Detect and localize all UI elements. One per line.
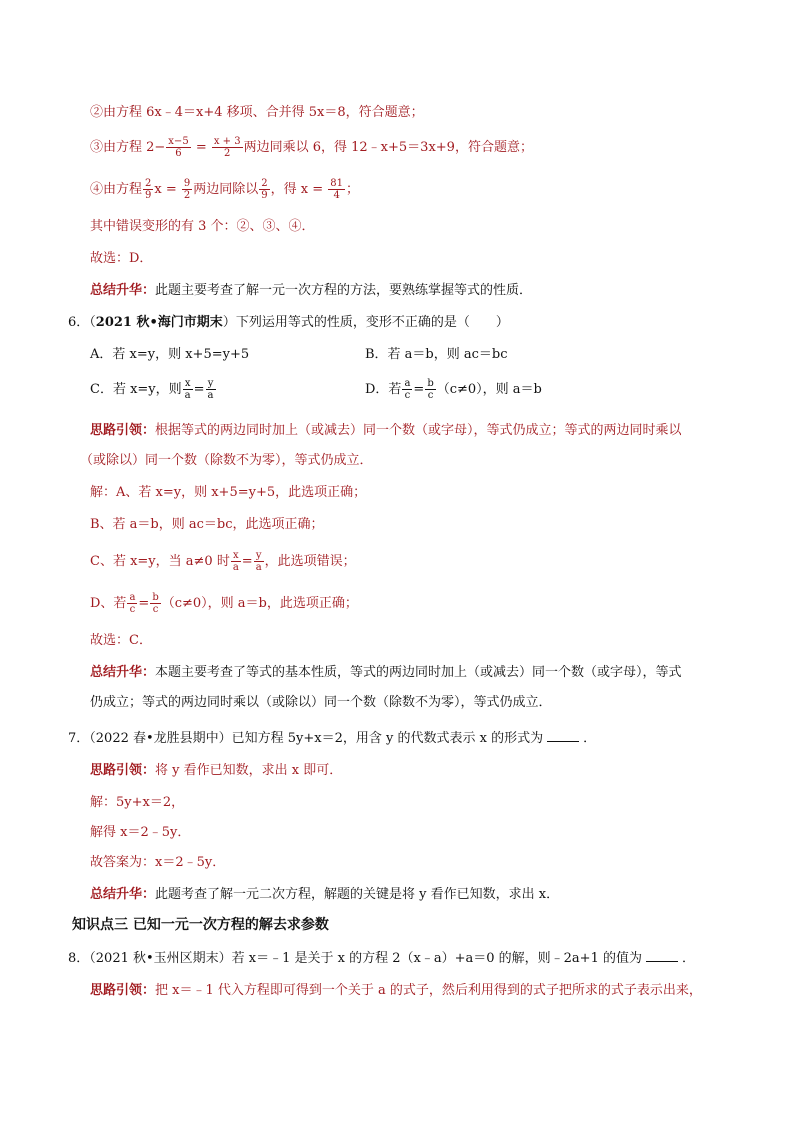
step-text: ③由方程 2−: [90, 140, 166, 155]
question-6-summary-cont: 仍成立；等式的两边同时乘以（或除以）同一个数（除数不为零），等式仍成立．: [90, 695, 552, 710]
step-text: 两边同除以: [193, 182, 259, 197]
summary-heading: 总结升华：: [90, 887, 156, 902]
question-7-solution-1: 解：5y+x＝2，: [90, 795, 185, 810]
hint-heading: 思路引领：: [90, 423, 156, 438]
option-b: B．若 a＝b，则 ac＝bc: [365, 347, 508, 362]
question-7-hint: 思路引领：将 y 看作已知数，求出 x 即可．: [90, 763, 343, 778]
question-7-solution-2: 解得 x＝2﹣5y．: [90, 825, 191, 840]
solution-step-2: [90, 102, 424, 124]
solution-conclusion: 其中错误变形的有 3 个：②、③、④．: [90, 219, 315, 234]
hint-heading: 思路引领：: [90, 983, 156, 998]
step-text: ②由方程 6x﹣4＝x+4 移项、合并得 5x＝8，符合题意；: [90, 105, 424, 120]
step-text: 两边同乘以 6，得 12﹣x+5＝3x+9，符合题意；: [243, 140, 533, 155]
question-6-solution-d: D、若 $\frac{a}{c}$ = $\frac{b}{c}$ （c≠0），则 a＝b，此选项正确；: [90, 592, 358, 615]
question-7-answer: 故答案为：x＝2﹣5y．: [90, 855, 226, 870]
equals-sign: =: [191, 140, 211, 155]
question-6-hint: 思路引领：根据等式的两边同时加上（或减去）同一个数（或字母），等式仍成立；等式的两边同时乘以: [90, 423, 682, 438]
summary-line: [90, 280, 532, 302]
fraction: $\frac{81}{4}$: [330, 178, 344, 201]
question-8-stem: 8．（2021 秋•玉州区期末）若 x＝﹣1 是关于 x 的方程 2（x﹣a）+a＝0 的解，则﹣2a+1 的值为 ．: [68, 951, 695, 966]
question-8-hint: 思路引领：把 x＝﹣1 代入方程即可得到一个关于 a 的式子，然后利用得到的式子把所求的式子表示出来，: [90, 983, 702, 998]
question-6-summary: 总结升华：本题主要考查了等式的基本性质，等式的两边同时加上（或减去）同一个数（或字母），等式: [90, 665, 682, 680]
summary-heading: 总结升华：: [90, 665, 156, 680]
summary-text: 此题主要考查了解一元一次方程的方法，要熟练掌握等式的性质．: [155, 283, 533, 298]
step-text: ；: [346, 182, 360, 197]
question-6-options-row1: [90, 344, 508, 366]
step-text: ④由方程: [90, 182, 143, 197]
summary-heading: 总结升华：: [90, 283, 156, 298]
hint-heading: 思路引领：: [90, 763, 156, 778]
solution-step-4: [90, 178, 359, 201]
section-heading: 知识点三 已知一元一次方程的解去求参数: [72, 917, 329, 933]
source-tag: 2021 秋•海门市期末: [95, 315, 223, 330]
step-text: ，得 x =: [270, 182, 328, 197]
option-c: C．若 x=y，则 $\frac{x}{a}$ = $\frac{y}{a}$: [90, 378, 214, 401]
question-6-solution-c: C、若 x=y，当 a≠0 时 $\frac{x}{a}$ = $\frac{y}{a}$ ，此选项错误；: [90, 550, 356, 573]
solution-step-3: [90, 136, 533, 159]
option-a: A．若 x=y，则 x+5=y+5: [90, 347, 250, 362]
fraction: $\frac{2}{9}$: [145, 178, 152, 201]
step-text: x =: [154, 182, 181, 197]
question-6-options-row2: [90, 378, 542, 401]
fraction: $\frac{9}{2}$: [183, 178, 191, 201]
question-6-solution-a: 解：A、若 x=y，则 x+5=y+5，此选项正确；: [90, 485, 367, 500]
question-7-stem: 7．（2022 春•龙胜县期中）已知方程 5y+x＝2，用含 y 的代数式表示 x 的形式为 ．: [68, 731, 597, 746]
fraction: $\frac{x-5}{6}$: [168, 136, 189, 159]
question-6-solution-b: B、若 a＝b，则 ac＝bc，此选项正确；: [90, 517, 324, 532]
question-6-answer: 故选：C．: [90, 633, 152, 648]
answer-line: 故选：D．: [90, 251, 153, 266]
option-d: D．若 $\frac{a}{c}$ = $\frac{b}{c}$ （c≠0），则 a＝b: [365, 378, 542, 401]
question-6-hint-cont: （或除以）同一个数（除数不为零），等式仍成立．: [80, 453, 373, 468]
answer-blank: [547, 729, 579, 742]
answer-blank: [646, 949, 678, 962]
fraction: $\frac{x + 3}{2}$: [213, 136, 241, 159]
question-7-summary: 总结升华：此题考查了解一元二次方程，解题的关键是将 y 看作已知数，求出 x．: [90, 887, 560, 902]
fraction: $\frac{2}{9}$: [261, 178, 268, 201]
question-6-stem: 6．（2021 秋•海门市期末）下列运用等式的性质，变形不正确的是（ ）: [68, 315, 509, 330]
